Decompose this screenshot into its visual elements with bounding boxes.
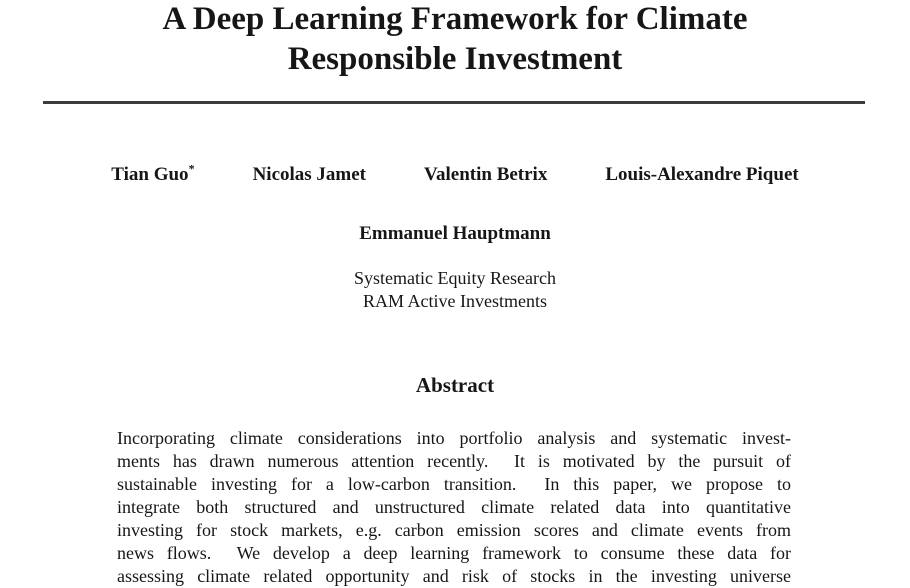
abstract-line: integrate both structured and unstructured climate related data into quantitative (117, 497, 791, 517)
paper-title (1, 0, 909, 79)
authors-row (1, 163, 909, 187)
abstract-heading: Abstract (415, 373, 495, 397)
author-nicolas-jamet: Nicolas Jamet (252, 164, 367, 185)
author-louis-alexandre-piquet: Louis-Alexandre Piquet (605, 164, 799, 185)
author-emmanuel-hauptmann: Emmanuel Hauptmann (359, 223, 551, 244)
abstract-line-clipped: assessing climate related opportunity and risk of stocks in the investing universe (117, 566, 791, 586)
affiliation-block (1, 267, 909, 313)
abstract-line: ments has drawn numerous attention recently. It is motivated by the pursuit of (117, 451, 791, 471)
abstract-body (117, 427, 791, 588)
abstract-line: Incorporating climate considerations into portfolio analysis and systematic invest- (117, 428, 791, 448)
author-valentin-betrix: Valentin Betrix (424, 164, 548, 185)
abstract-line: sustainable investing for a low-carbon transition. In this paper, we propose to (117, 474, 791, 494)
paper-title-line-1: A Deep Learning Framework for Climate (162, 1, 748, 37)
affiliation-line-1: Systematic Equity Research (354, 268, 556, 288)
title-divider-rule (43, 101, 865, 104)
abstract-line: news flows. We develop a deep learning framework to consume these data for (117, 543, 791, 563)
affiliation-line-2: RAM Active Investments (363, 291, 547, 311)
footnote-marker: * (188, 161, 195, 176)
author-tian-guo: Tian Guo* (111, 161, 195, 185)
paper-title-line-2: Responsible Investment (287, 41, 623, 77)
abstract-line: investing for stock markets, e.g. carbon emission scores and climate events from (117, 520, 791, 540)
